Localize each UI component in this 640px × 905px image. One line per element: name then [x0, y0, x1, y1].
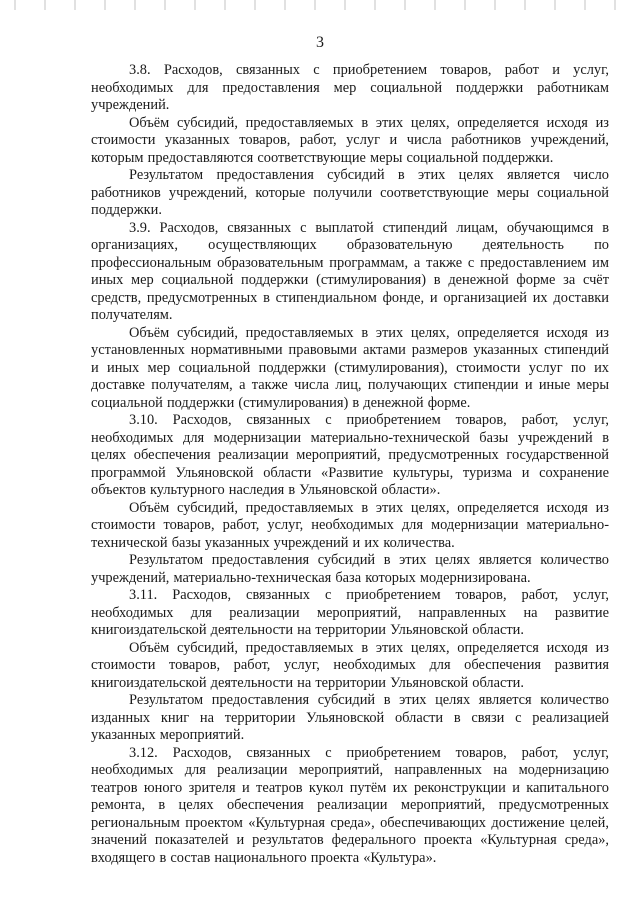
page-number: 3 — [316, 34, 324, 51]
paragraph-3-8: 3.8. Расходов, связанных с приобретением товаров, работ и услуг, необходимых для предоставления мер социальной поддержки работникам учреждений. — [91, 62, 609, 113]
scan-edge-artifact — [0, 0, 640, 10]
paragraph-3-9-volume: Объём субсидий, предоставляемых в этих целях, определяется исходя из установленных нормативными правовыми актами размеров указанных стипендий и иных мер социальной поддержки (стимулирования), стоимости услуг по их доставке получателям, а также числа лиц, получающих стипендии и иные меры социальной поддержки (стимулирования) в денежной форме. — [91, 324, 609, 411]
paragraph-3-8-volume: Объём субсидий, предоставляемых в этих целях, определяется исходя из стоимости указанных товаров, работ, услуг и числа работников учреждений, которым предоставляются соответствующие меры социальной поддержки. — [91, 114, 609, 166]
paragraph-3-10-result: Результатом предоставления субсидий в этих целях является количество учреждений, материально-техническая база которых модернизирована. — [91, 552, 609, 586]
paragraph-3-11-result: Результатом предоставления субсидий в этих целях является количество изданных книг на территории Ульяновской области в связи с реализацией указанных мероприятий. — [91, 692, 609, 743]
paragraph-3-10: 3.10. Расходов, связанных с приобретением товаров, работ, услуг, необходимых для модернизации материально-технической базы учреждений в целях обеспечения реализации мероприятий, предусмотренных государственной программой Ульяновской области «Развитие культуры, туризма и сохранение объектов культурного наследия в Ульяновской области». — [91, 412, 609, 498]
paragraph-3-12: 3.12. Расходов, связанных с приобретением товаров, работ, услуг, необходимых для реализации мероприятий, направленных на модернизацию театров юного зрителя и театров кукол путём их реконструкции и капитального ремонта, в целях обеспечения реализации мероприятий, предусмотренных региональным проектом «Культурная среда», обеспечивающих достижение целей, значений показателей и результатов федерального проекта «Культурная среда», входящего в состав национального проекта «Культура». — [91, 744, 609, 866]
paragraph-3-10-volume: Объём субсидий, предоставляемых в этих целях, определяется исходя из стоимости товаров, работ, услуг, необходимых для модернизации материально-технической базы указанных учреждений и их количества. — [91, 499, 609, 551]
paragraph-3-11: 3.11. Расходов, связанных с приобретением товаров, работ, услуг, необходимых для реализации мероприятий, направленных на развитие книгоиздательской деятельности на территории Ульяновской области. — [91, 587, 609, 638]
document-body — [91, 62, 609, 867]
paragraph-3-8-result: Результатом предоставления субсидий в этих целях является число работников учреждений, которые получили соответствующие меры социальной поддержки. — [91, 167, 609, 218]
paragraph-3-9: 3.9. Расходов, связанных с выплатой стипендий лицам, обучающимся в организациях, осуществляющих образовательную деятельность по профессиональным образовательным программам, а также с предоставлением им иных мер социальной поддержки (стимулирования) в денежной форме за счёт средств, предусмотренных в стипендиальном фонде, и организацией их доставки получателям. — [91, 219, 609, 323]
paragraph-3-11-volume: Объём субсидий, предоставляемых в этих целях, определяется исходя из стоимости товаров, работ, услуг, необходимых для обеспечения развития книгоиздательской деятельности на территории Ульяновской области. — [91, 639, 609, 691]
